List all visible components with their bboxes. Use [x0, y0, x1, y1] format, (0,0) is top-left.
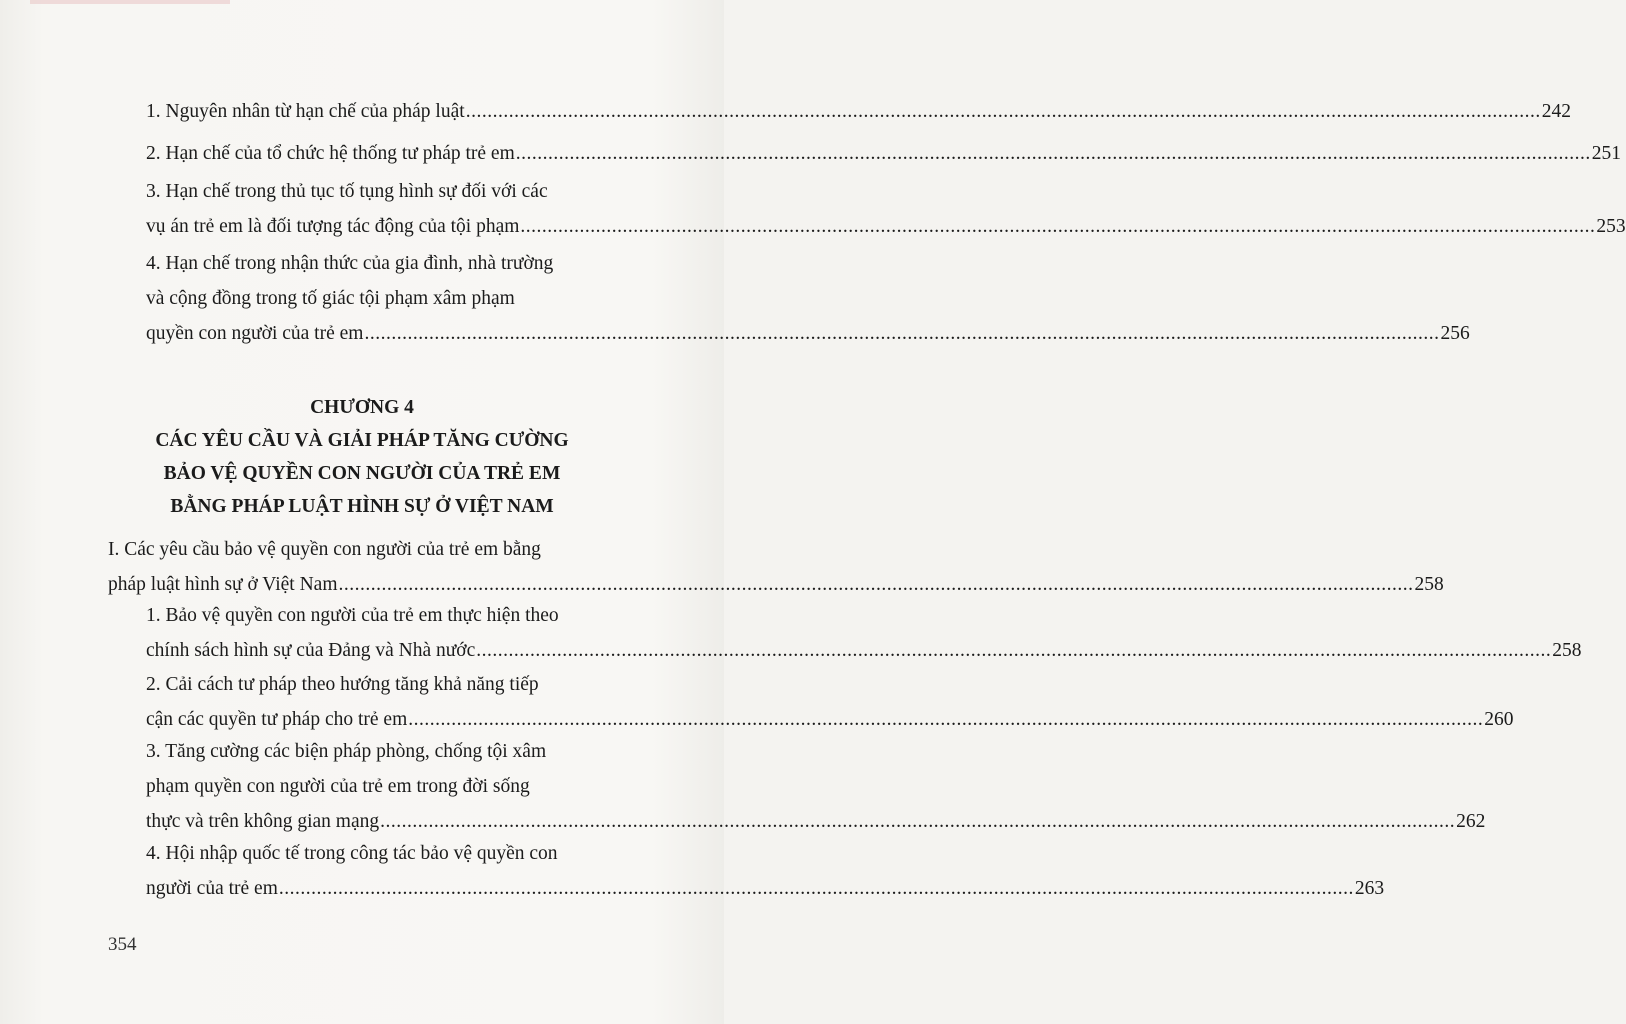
- toc-entry-line: 4. Hội nhập quốc tế trong công tác bảo vệ quyền con: [146, 843, 558, 864]
- toc-entry-2-han-che-to-chuc[interactable]: [146, 136, 1622, 171]
- toc-entry-last-line: [146, 94, 1571, 129]
- toc-entry-text: 1. Nguyên nhân từ hạn chế của pháp luật: [146, 101, 465, 122]
- toc-entry-line: phạm quyền con người của trẻ em trong đời sống: [146, 776, 530, 797]
- toc-entry-line: I. Các yêu cầu bảo vệ quyền con người của trẻ em bằng: [108, 539, 541, 560]
- leader-dots: ........................................................................................................................................................................................................: [278, 878, 1354, 899]
- leader-dots: ........................................................................................................................................................................................................: [380, 811, 1456, 832]
- chapter-title-line: BẰNG PHÁP LUẬT HÌNH SỰ Ở VIỆT NAM: [170, 496, 554, 517]
- page-edge-mark: [30, 0, 230, 4]
- chapter-title-line: CÁC YÊU CẦU VÀ GIẢI PHÁP TĂNG CƯỜNG: [155, 430, 569, 451]
- toc-entry-line: và cộng đồng trong tố giác tội phạm xâm phạm: [146, 288, 515, 309]
- leader-dots: ........................................................................................................................................................................................................: [520, 216, 1596, 237]
- leader-dots: ........................................................................................................................................................................................................: [338, 574, 1414, 595]
- toc-entry-text: pháp luật hình sự ở Việt Nam: [108, 574, 338, 595]
- toc-page-number: 253: [1596, 216, 1626, 237]
- toc-entry-line: 3. Tăng cường các biện pháp phòng, chống tội xâm: [146, 741, 547, 762]
- toc-page-number: 242: [1541, 101, 1571, 122]
- toc-page-number: 258: [1414, 574, 1444, 595]
- toc-entry-line: 1. Bảo vệ quyền con người của trẻ em thực hiện theo: [146, 605, 559, 626]
- toc-entry-text: cận các quyền tư pháp cho trẻ em: [146, 709, 408, 730]
- toc-entry-text: 2. Hạn chế của tổ chức hệ thống tư pháp trẻ em: [146, 143, 515, 164]
- toc-page-number: 262: [1456, 811, 1486, 832]
- toc-entry-text: quyền con người của trẻ em: [146, 323, 364, 344]
- toc-page-number: 260: [1484, 709, 1514, 730]
- toc-entry-last-line: [146, 209, 1626, 244]
- toc-page-number: 251: [1591, 143, 1622, 164]
- toc-entry-text: thực và trên không gian mạng: [146, 811, 380, 832]
- toc-entry-1-nguyen-nhan[interactable]: [146, 94, 1571, 129]
- chapter-heading: [0, 391, 724, 523]
- toc-entry-line: 3. Hạn chế trong thủ tục tố tụng hình sự đối với các: [146, 181, 548, 202]
- toc-entry-last-line: [146, 633, 1582, 668]
- leader-dots: ........................................................................................................................................................................................................: [465, 101, 1541, 122]
- leader-dots: ........................................................................................................................................................................................................: [515, 143, 1591, 164]
- toc-entry-4-hoi-nhap[interactable]: [146, 836, 1385, 906]
- toc-entry-last-line: [146, 136, 1622, 171]
- toc-page-number: 258: [1552, 640, 1582, 661]
- toc-entry-line: 2. Cải cách tư pháp theo hướng tăng khả năng tiếp: [146, 674, 539, 695]
- toc-entry-I-cac-yeu-cau[interactable]: [108, 532, 1444, 602]
- toc-entry-2-cai-cach[interactable]: [146, 667, 1514, 737]
- toc-entry-text: chính sách hình sự của Đảng và Nhà nước: [146, 640, 476, 661]
- toc-entry-last-line: [146, 871, 1385, 906]
- toc-entry-text: vụ án trẻ em là đối tượng tác động của tội phạm: [146, 216, 520, 237]
- page-folio-number: 354: [108, 934, 137, 955]
- leader-dots: ........................................................................................................................................................................................................: [408, 709, 1484, 730]
- chapter-title-line: BẢO VỆ QUYỀN CON NGƯỜI CỦA TRẺ EM: [163, 463, 561, 484]
- toc-entry-1-chinh-sach[interactable]: [146, 598, 1582, 668]
- toc-page-number: 256: [1440, 323, 1470, 344]
- toc-entry-3-thu-tuc-to-tung[interactable]: [146, 174, 1626, 244]
- toc-entry-last-line: [146, 702, 1514, 737]
- chapter-number: CHƯƠNG 4: [310, 397, 414, 418]
- toc-page-number: 263: [1354, 878, 1385, 899]
- toc-entry-last-line: [146, 804, 1486, 839]
- toc-entry-3-tang-cuong[interactable]: [146, 734, 1486, 839]
- toc-entry-line: 4. Hạn chế trong nhận thức của gia đình, nhà trường: [146, 253, 554, 274]
- leader-dots: ........................................................................................................................................................................................................: [364, 323, 1440, 344]
- leader-dots: ........................................................................................................................................................................................................: [476, 640, 1552, 661]
- toc-entry-last-line: [108, 567, 1444, 602]
- toc-entry-4-nhan-thuc[interactable]: [146, 246, 1470, 351]
- toc-entry-text: người của trẻ em: [146, 878, 278, 899]
- toc-entry-last-line: [146, 316, 1470, 351]
